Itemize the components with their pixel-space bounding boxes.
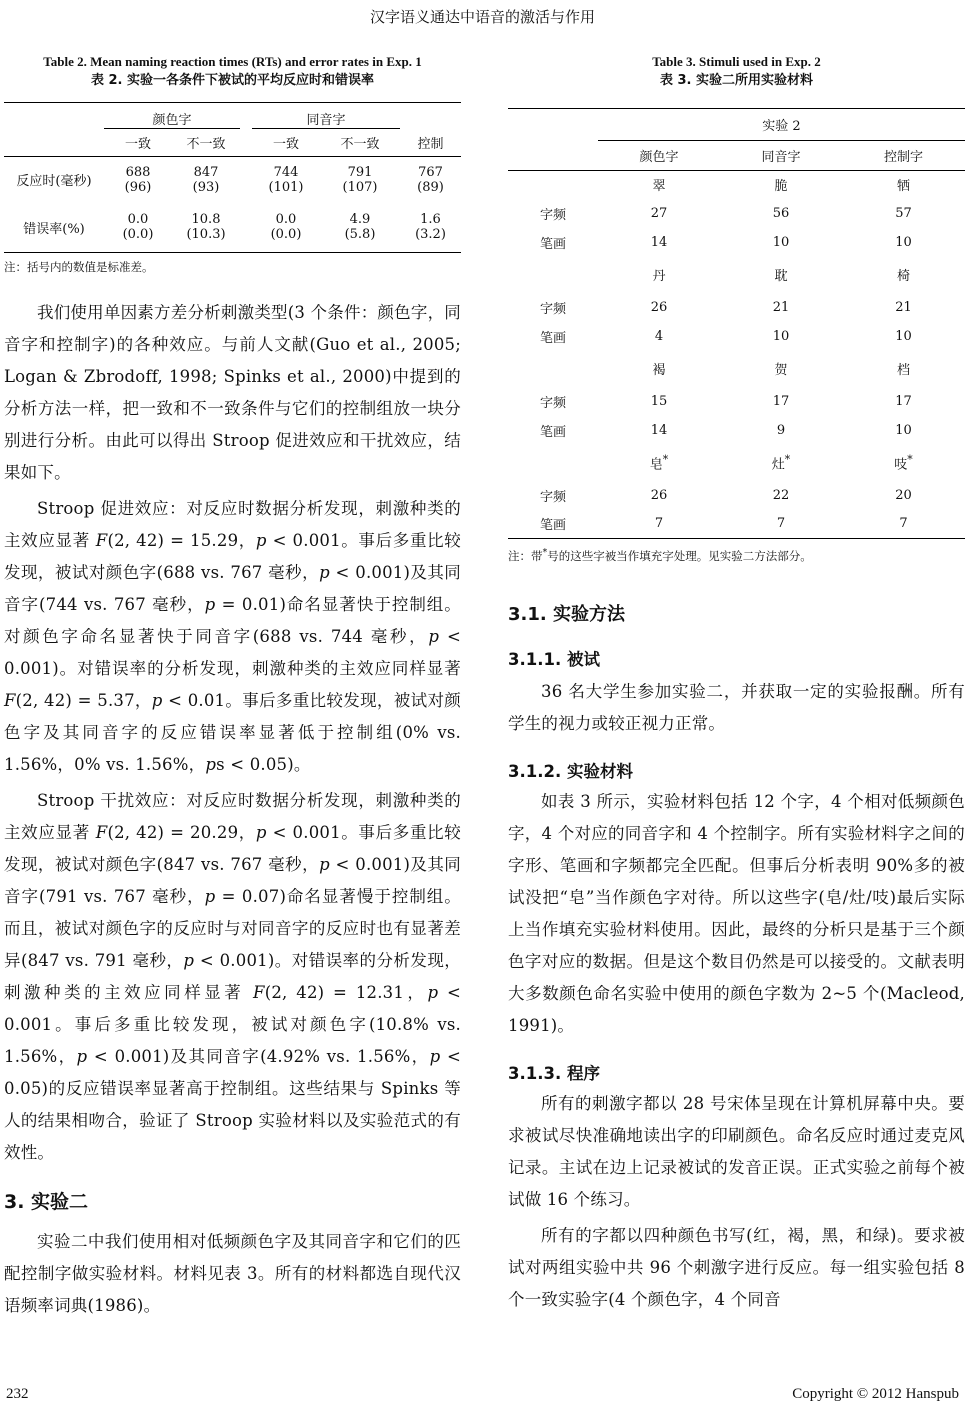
table2-caption-zh: 表 2. 实验一各条件下被试的平均反应时和错误率 <box>90 73 375 88</box>
table-row <box>4 203 461 253</box>
table3-caption-en: Table 3. Stimuli used in Exp. 2 <box>652 54 821 69</box>
left-column <box>4 52 461 1322</box>
paragraph-interference: Stroop 干扰效应：对反应时数据分析发现，刺激种类的主效应显著 F(2, 42) = 20.29，p < 0.001。事后多重比较发现，被试对颜色字(847 vs. 767 毫秒，p < 0.001)及其同音字(791 vs. 767 毫秒，p = 0.07)命名显著慢于控制组。而且，被试对颜色字的反应时与对同音字的反应时也有显著差异(847 vs. 791 毫秒，p < 0.001)。对错误率的分析发现，刺激种类的主效应同样显著 F(2, 42) = 12.31，p < 0.001。事后多重比较发现，被试对颜色字(10.8% vs. 1.56%，p < 0.001)及其同音字(4.92% vs. 1.56%，p < 0.05)的反应错误率显著高于控制组。这些结果与 Spinks 等人的结果相吻合，验证了 Stroop 实验材料以及实验范式的有效性。 <box>4 791 462 1162</box>
t3-col-control: 控制字 <box>883 150 923 165</box>
table-row: 笔画 7 7 7 <box>508 510 965 539</box>
cell-mean: 688 <box>125 164 151 180</box>
cell-mean: 0.0 <box>275 212 297 228</box>
t3-col-homophone: 同音字 <box>761 150 801 165</box>
row-label: 字频 <box>539 207 566 223</box>
stimulus-char: 吱* <box>894 452 913 473</box>
stimulus-char: 褐 <box>652 363 666 378</box>
cell-mean: 1.6 <box>420 212 441 228</box>
t2-group-color: 颜色字 <box>104 103 240 129</box>
paragraph-facilitation: Stroop 促进效应：对反应时数据分析发现，刺激种类的主效应显著 F(2, 42) = 15.29，p < 0.001。事后多重比较发现，被试对颜色字(688 vs. 767 毫秒，p < 0.001)及其同音字(744 vs. 767 毫秒，p = 0.01)命名显著快于控制组。对颜色字命名显著快于同音字(688 vs. 744 毫秒，p < 0.001)。对错误率的分析发现，刺激种类的主效应同样显著 F(2, 42) = 5.37，p < 0.01。事后多重比较发现，被试对颜色字及其同音字的反应错误率显著低于控制组(0% vs. 1.56%，0% vs. 1.56%，ps < 0.05)。 <box>4 499 462 774</box>
table-row <box>4 157 461 203</box>
table3 <box>508 108 965 539</box>
paragraph-subjects: 36 名大学生参加实验二，并获取一定的实验报酬。所有学生的视力或较正视力正常。 <box>508 681 965 733</box>
cell-mean: 767 <box>418 164 443 180</box>
table2 <box>4 102 461 253</box>
row-label: 笔画 <box>539 424 566 440</box>
table3-caption-zh: 表 3. 实验二所用实验材料 <box>659 73 814 88</box>
cell-mean: 847 <box>193 164 219 180</box>
stimulus-char: 皂* <box>649 452 669 473</box>
t2-sub-incongruent: 不一致 <box>186 137 226 152</box>
t2-sub-congruent: 一致 <box>272 137 299 152</box>
stimulus-char: 贺 <box>774 363 788 378</box>
table-row: 笔画 14 9 10 <box>508 416 965 445</box>
table-row: 字频 26 22 20 <box>508 481 965 510</box>
row-label: 错误率(%) <box>23 221 85 237</box>
section-heading-method: 3.1. 实验方法 <box>508 603 625 625</box>
table-row <box>508 351 965 387</box>
cell-sd: (107) <box>342 179 378 195</box>
t3-exp-label: 实验 2 <box>598 109 965 141</box>
row-label: 笔画 <box>539 518 566 534</box>
row-label: 字频 <box>539 395 566 411</box>
table-row <box>508 445 965 481</box>
t2-sub-incongruent: 不一致 <box>340 137 380 152</box>
paragraph-materials: 如表 3 所示，实验材料包括 12 个字，4 个相对低频颜色字，4 个对应的同音字和 4 个控制字。所有实验材料字之间的字形、笔画和字频都完全匹配。但事后分析表明 90%多的被试没把“皂”当作颜色字对待。所以这些字(皂/灶/吱)最后实际上当作填充实验材料使用。因此，最终的分析只是基于三个颜色字对应的数据。但是这个数目仍然是可以接受的。文献表明大多数颜色命名实验中使用的颜色字数为 2~5 个(Macleod, 1991)。 <box>508 791 965 1035</box>
running-title: 汉字语义通达中语音的激活与作用 <box>369 8 595 26</box>
cell-sd: (5.8) <box>344 227 376 243</box>
cell-sd: (93) <box>192 179 220 195</box>
stimulus-char: 脆 <box>774 179 788 195</box>
cell-mean: 791 <box>347 164 373 180</box>
stimulus-char: 耽 <box>774 269 788 284</box>
cell-sd: (89) <box>417 179 444 195</box>
stimulus-char: 椅 <box>896 269 910 284</box>
table-row: 笔画 14 10 10 <box>508 228 965 257</box>
paragraph-procedure-2: 所有的字都以四种颜色书写(红，褐，黑，和绿)。要求被试对两组实验中共 96 个刺激字进行反应。每一组实验包括 8 个一致实验字(4 个颜色字，4 个同音 <box>508 1225 965 1309</box>
table-row: 笔画 4 10 10 <box>508 322 965 351</box>
row-label: 反应时(毫秒) <box>16 174 92 190</box>
table-row <box>508 257 965 293</box>
t2-group-homophone: 同音字 <box>252 103 400 129</box>
row-label: 笔画 <box>539 330 566 346</box>
table2-note: 注：括号内的数值是标准差。 <box>4 260 154 274</box>
subsection-heading-subjects: 3.1.1. 被试 <box>508 649 600 669</box>
row-label: 笔画 <box>539 236 566 252</box>
cell-mean: 0.0 <box>127 212 149 228</box>
cell-sd: (101) <box>268 179 304 195</box>
table-row: 字频 27 56 57 <box>508 199 965 228</box>
cell-sd: (96) <box>124 179 152 195</box>
paragraph-exp2-intro: 实验二中我们使用相对低频颜色字及其同音字和它们的匹配控制字做实验材料。材料见表 3。所有的材料都选自现代汉语频率词典(1986)。 <box>4 1232 461 1315</box>
stimulus-char: 丹 <box>652 269 666 284</box>
table-row <box>508 171 965 199</box>
subsection-heading-materials: 3.1.2. 实验材料 <box>508 761 633 781</box>
paragraph-procedure-1: 所有的刺激字都以 28 号宋体呈现在计算机屏幕中央。要求被试尽快准确地读出字的印刷颜色。命名反应时通过麦克风记录。主试在边上记录被试的发音正误。正式实验之前每个被试做 16 个练习。 <box>508 1093 965 1209</box>
table2-caption-en: Table 2. Mean naming reaction times (RTs) and error rates in Exp. 1 <box>43 54 422 69</box>
table-row: 字频 15 17 17 <box>508 387 965 416</box>
stimulus-char: 档 <box>896 363 910 378</box>
cell-sd: (0.0) <box>270 227 302 243</box>
table-row: 字频 26 21 21 <box>508 293 965 322</box>
row-label: 字频 <box>539 301 566 317</box>
stimulus-char: 灶* <box>771 452 791 473</box>
cell-mean: 744 <box>273 164 299 180</box>
page-number: 232 <box>6 1386 29 1402</box>
stimulus-char: 翠 <box>652 179 666 195</box>
cell-mean: 4.9 <box>349 212 371 228</box>
right-column <box>508 52 965 1316</box>
row-label: 字频 <box>539 489 566 505</box>
stimulus-char: 牺 <box>896 179 910 195</box>
cell-sd: (10.3) <box>186 227 226 243</box>
t2-sub-congruent: 一致 <box>124 137 151 152</box>
section-heading-exp2: 3. 实验二 <box>4 1191 89 1213</box>
t2-control: 控制 <box>417 136 444 152</box>
paragraph-analysis: 我们使用单因素方差分析刺激类型(3 个条件：颜色字，同音字和控制字)的各种效应。与前人文献(Guo et al., 2005; Logan & Zbrodoff, 1998; Spinks et al., 2000)中提到的分析方法一样，把一致和不一致条件与它们的控制组放一块分别进行分析。由此可以得出 Stroop 促进效应和干扰效应，结果如下。 <box>4 303 461 482</box>
t3-col-color: 颜色字 <box>639 150 679 165</box>
copyright: Copyright © 2012 Hanspub <box>792 1386 959 1402</box>
cell-mean: 10.8 <box>191 212 221 228</box>
cell-sd: (3.2) <box>415 227 446 243</box>
subsection-heading-procedure: 3.1.3. 程序 <box>508 1063 600 1083</box>
cell-sd: (0.0) <box>122 227 154 243</box>
table3-note: 注：带*号的这些字被当作填充字处理。见实验二方法部分。 <box>508 547 812 563</box>
